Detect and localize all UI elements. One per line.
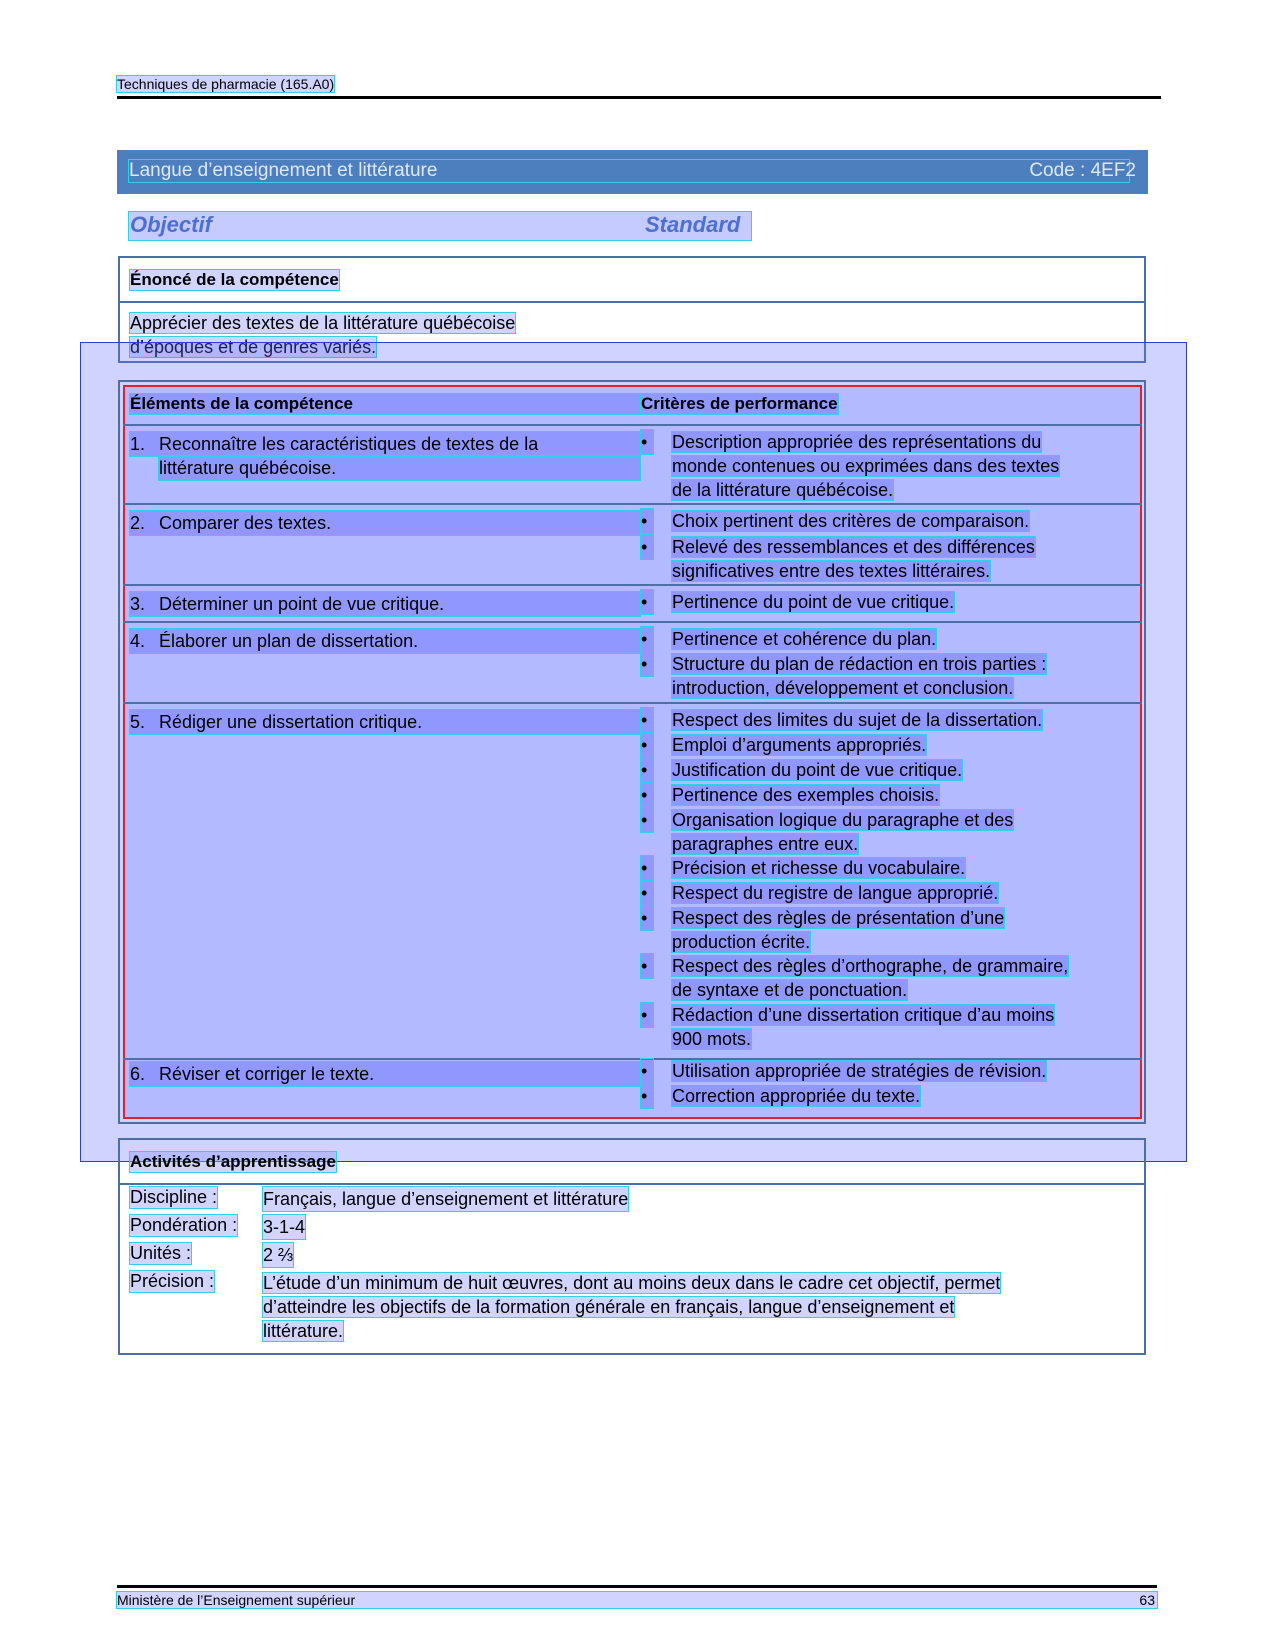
criterion-text: Respect des règles de présentation d’une xyxy=(672,908,1005,928)
criterion-item xyxy=(641,509,1141,533)
criterion-text: production écrite. xyxy=(672,932,811,952)
criterion-text: de la littérature québécoise. xyxy=(672,480,894,500)
criterion-item xyxy=(641,856,1141,880)
bullet-icon: • xyxy=(641,1003,653,1027)
course-title: Langue d’enseignement et littérature xyxy=(129,160,1129,182)
element-number: 1. xyxy=(130,434,146,454)
precision-value xyxy=(263,1271,1143,1343)
page-number: 63 xyxy=(1139,1592,1155,1608)
criterion-item xyxy=(641,627,1141,651)
discipline-label: Discipline : xyxy=(130,1187,218,1207)
criterion-item xyxy=(641,652,1141,700)
bullet-icon: • xyxy=(641,627,653,651)
bullet-icon: • xyxy=(641,509,653,533)
row-divider xyxy=(123,584,1142,586)
criterion-item xyxy=(641,708,1141,732)
criterion-item xyxy=(641,430,1141,502)
ponderation-label: Pondération : xyxy=(130,1215,238,1235)
criterion-text: monde contenues ou exprimées dans des textes xyxy=(672,456,1060,476)
criterion-text: Relevé des ressemblances et des différences xyxy=(672,537,1035,557)
criterion-item xyxy=(641,535,1141,583)
element-number: 2. xyxy=(130,513,146,533)
enonce-heading: Énoncé de la compétence xyxy=(130,270,339,289)
bullet-icon: • xyxy=(641,758,653,782)
element-number: 4. xyxy=(130,631,146,651)
element-text: Réviser et corriger le texte. xyxy=(159,1064,375,1084)
criterion-text: Choix pertinent des critères de comparaison. xyxy=(672,511,1030,531)
criterion-text: Organisation logique du paragraphe et des xyxy=(672,810,1014,830)
element-text: Élaborer un plan de dissertation. xyxy=(159,631,419,651)
precision-line: d’atteindre les objectifs de la formation générale en français, langue d’enseignement et xyxy=(263,1297,955,1317)
criterion-item xyxy=(641,758,1141,782)
bullet-icon: • xyxy=(641,733,653,757)
precision-label: Précision : xyxy=(130,1271,215,1291)
header-rule xyxy=(117,96,1161,99)
element-text: Rédiger une dissertation critique. xyxy=(159,712,423,732)
table-row xyxy=(130,432,640,480)
precision-line: littérature. xyxy=(263,1321,344,1341)
criterion-text: Description appropriée des représentations du xyxy=(672,432,1042,452)
ponderation-value: 3-1-4 xyxy=(263,1217,306,1237)
criterion-text: Respect des règles d’orthographe, de grammaire, xyxy=(672,956,1069,976)
criterion-text: Pertinence des exemples choisis. xyxy=(672,785,940,805)
criterion-item xyxy=(641,954,1141,1002)
bullet-icon: • xyxy=(641,430,653,454)
criterion-text: de syntaxe et de ponctuation. xyxy=(672,980,908,1000)
discipline-value: Français, langue d’enseignement et littérature xyxy=(263,1189,629,1209)
bullet-icon: • xyxy=(641,590,653,614)
bullet-icon: • xyxy=(641,881,653,905)
criterion-item xyxy=(641,783,1141,807)
table-row xyxy=(130,1062,640,1086)
criterion-item xyxy=(641,1059,1141,1083)
row-divider xyxy=(123,702,1142,704)
element-text: Comparer des textes. xyxy=(159,513,332,533)
precision-line: L’étude d’un minimum de huit œuvres, dont au moins deux dans le cadre cet objectif, permet xyxy=(263,1273,1001,1293)
criterion-text: introduction, développement et conclusion. xyxy=(672,678,1014,698)
criterion-item xyxy=(641,733,1141,757)
criterion-text: Justification du point de vue critique. xyxy=(672,760,963,780)
criterion-text: 900 mots. xyxy=(672,1029,752,1049)
objectif-label: Objectif xyxy=(130,212,212,237)
standard-label: Standard xyxy=(645,212,741,237)
criterion-text: Correction appropriée du texte. xyxy=(672,1086,921,1106)
table-row xyxy=(130,592,640,616)
criterion-text: Pertinence et cohérence du plan. xyxy=(672,629,937,649)
criterion-text: Structure du plan de rédaction en trois parties : xyxy=(672,654,1047,674)
bullet-icon: • xyxy=(641,856,653,880)
course-code: Code : 4EF2 xyxy=(1029,160,1136,181)
unites-label: Unités : xyxy=(130,1243,192,1263)
elements-heading: Éléments de la compétence xyxy=(130,394,640,414)
element-number: 5. xyxy=(130,712,146,732)
bullet-icon: • xyxy=(641,808,653,832)
criterion-item xyxy=(641,590,1141,614)
criterion-text: significatives entre des textes littéraires. xyxy=(672,561,991,581)
activites-divider xyxy=(118,1183,1146,1185)
bullet-icon: • xyxy=(641,906,653,930)
table-row xyxy=(130,511,640,535)
criterion-item xyxy=(641,808,1141,856)
enonce-divider xyxy=(118,301,1146,303)
element-text: littérature québécoise. xyxy=(159,456,640,480)
criterion-text: Utilisation appropriée de stratégies de révision. xyxy=(672,1061,1047,1081)
bullet-icon: • xyxy=(641,652,653,676)
bullet-icon: • xyxy=(641,954,653,978)
criterion-item xyxy=(641,1003,1141,1051)
enonce-line: d’époques et de genres variés. xyxy=(130,337,377,357)
footer-rule xyxy=(117,1585,1157,1588)
bullet-icon: • xyxy=(641,708,653,732)
criterion-text: Respect du registre de langue approprié. xyxy=(672,883,999,903)
criterion-text: Précision et richesse du vocabulaire. xyxy=(672,858,966,878)
criterion-item xyxy=(641,881,1141,905)
document-header: Techniques de pharmacie (165.A0) xyxy=(117,76,335,92)
element-number: 3. xyxy=(130,594,146,614)
table-row xyxy=(130,710,640,734)
unites-value: 2 ⅔ xyxy=(263,1245,294,1265)
element-text: Reconnaître les caractéristiques de textes de la xyxy=(159,434,539,454)
criterion-text: Rédaction d’une dissertation critique d’au moins xyxy=(672,1005,1055,1025)
row-divider xyxy=(123,424,1142,426)
criterion-item xyxy=(641,906,1141,954)
criterion-text: paragraphes entre eux. xyxy=(672,834,859,854)
footer-ministry: Ministère de l’Enseignement supérieur xyxy=(117,1592,1157,1608)
element-text: Déterminer un point de vue critique. xyxy=(159,594,445,614)
criterion-item xyxy=(641,1084,1141,1108)
criteria-heading: Critères de performance xyxy=(641,394,838,413)
criterion-text: Emploi d’arguments appropriés. xyxy=(672,735,927,755)
row-divider xyxy=(123,503,1142,505)
criterion-text: Respect des limites du sujet de la dissertation. xyxy=(672,710,1043,730)
activites-heading: Activités d’apprentissage xyxy=(130,1152,336,1171)
bullet-icon: • xyxy=(641,783,653,807)
element-number: 6. xyxy=(130,1064,146,1084)
bullet-icon: • xyxy=(641,1059,653,1083)
row-divider xyxy=(123,621,1142,623)
table-row xyxy=(130,629,640,653)
bullet-icon: • xyxy=(641,535,653,559)
criterion-text: Pertinence du point de vue critique. xyxy=(672,592,955,612)
enonce-line: Apprécier des textes de la littérature québécoise xyxy=(130,313,516,333)
bullet-icon: • xyxy=(641,1084,653,1108)
